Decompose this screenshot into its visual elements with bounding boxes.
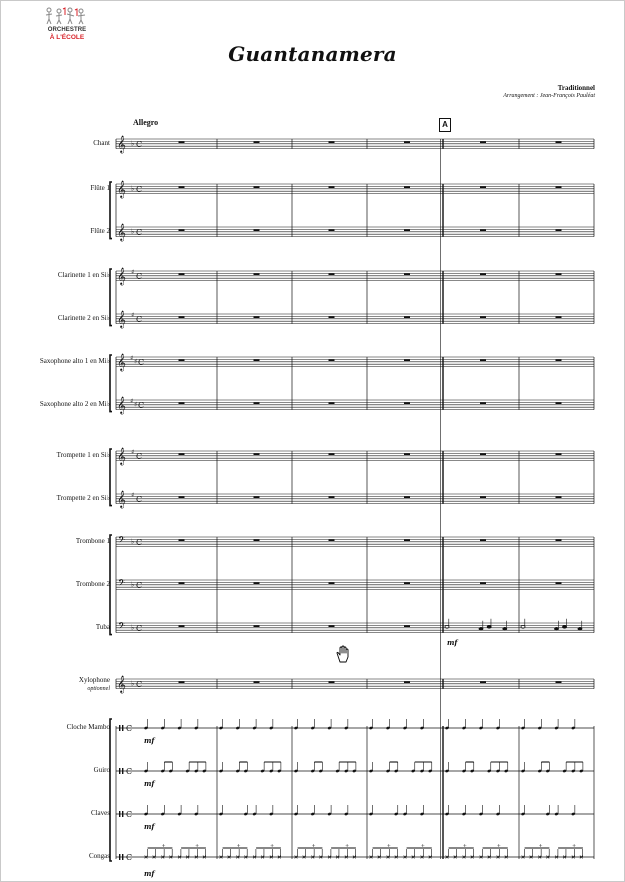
measure-6 bbox=[522, 843, 583, 858]
time-signature: C bbox=[136, 451, 143, 461]
measure-2 bbox=[254, 186, 260, 188]
note bbox=[503, 627, 507, 630]
whole-rest bbox=[404, 496, 410, 498]
bass-clef-icon: 𝄢 bbox=[118, 534, 126, 548]
measure-5 bbox=[480, 402, 486, 404]
measure-5 bbox=[480, 229, 486, 231]
note bbox=[479, 627, 483, 630]
measure-2 bbox=[254, 496, 260, 498]
time-signature: C bbox=[126, 767, 133, 776]
measure-1 bbox=[179, 186, 185, 188]
flat-icon: ♭ bbox=[131, 623, 135, 632]
staff-15 bbox=[116, 805, 594, 819]
sharp-icon: ♯ bbox=[131, 448, 135, 456]
whole-rest bbox=[404, 453, 410, 455]
whole-rest bbox=[556, 681, 562, 683]
whole-rest bbox=[254, 625, 260, 627]
measure-2 bbox=[254, 229, 260, 231]
instrument-label: Flûte 1 bbox=[90, 183, 110, 192]
open-mark: + bbox=[195, 843, 200, 849]
measure-1 bbox=[179, 681, 185, 683]
sharp-icon: ♯ bbox=[131, 311, 135, 319]
instrument-label: Guiro bbox=[93, 766, 110, 774]
logo-text-orchestre: ORCHESTRE bbox=[47, 27, 87, 33]
measure-5 bbox=[445, 619, 507, 630]
instrument-label: Trompette 2 en Si♭ bbox=[56, 493, 110, 502]
staff-14 bbox=[116, 762, 594, 776]
measure-4 bbox=[370, 843, 432, 858]
time-signature: C bbox=[136, 623, 143, 633]
logo-text-a-l-ecole: À L'ÉCOLE bbox=[49, 34, 85, 41]
percussion-clef-icon bbox=[122, 854, 123, 860]
instrument-sublabel: optionnel bbox=[87, 685, 110, 692]
measure-5 bbox=[480, 359, 486, 361]
time-signature: C bbox=[136, 580, 143, 590]
measure-1 bbox=[179, 625, 185, 627]
measure-6 bbox=[556, 539, 562, 541]
measure-1 bbox=[179, 496, 185, 498]
instrument-label: Saxophone alto 1 en Mi♭ bbox=[39, 356, 110, 365]
measure-4 bbox=[404, 359, 410, 361]
measure-6 bbox=[521, 619, 582, 630]
percussion-clef-icon bbox=[119, 768, 120, 774]
whole-rest bbox=[404, 141, 410, 143]
group-bracket bbox=[110, 182, 112, 239]
whole-rest bbox=[329, 141, 335, 143]
measure-1 bbox=[179, 453, 185, 455]
measure-6 bbox=[556, 582, 562, 584]
whole-rest bbox=[179, 681, 185, 683]
whole-rest bbox=[480, 582, 486, 584]
note bbox=[578, 627, 582, 630]
measure-1 bbox=[179, 229, 185, 231]
whole-rest bbox=[179, 273, 185, 275]
whole-rest bbox=[329, 625, 335, 627]
whole-rest bbox=[179, 316, 185, 318]
whole-rest bbox=[179, 402, 185, 404]
staff-7 bbox=[116, 447, 594, 465]
whole-rest bbox=[254, 273, 260, 275]
sharp-icon: ♯ bbox=[134, 400, 138, 409]
hand-cursor-icon bbox=[335, 645, 351, 668]
instrument-label: Chant bbox=[93, 138, 110, 147]
treble-clef-icon: 𝄞 bbox=[117, 310, 126, 328]
open-mark: + bbox=[311, 843, 316, 849]
instrument-label: Clarinette 1 en Si♭ bbox=[57, 270, 110, 279]
whole-rest bbox=[254, 453, 260, 455]
time-signature: C bbox=[136, 537, 143, 547]
whole-rest bbox=[179, 582, 185, 584]
whole-rest bbox=[556, 141, 562, 143]
measure-3 bbox=[329, 582, 335, 584]
whole-rest bbox=[480, 453, 486, 455]
measure-4 bbox=[404, 229, 410, 231]
whole-rest bbox=[329, 186, 335, 188]
time-signature: C bbox=[136, 314, 143, 324]
measure-3 bbox=[295, 843, 356, 858]
instrument-label: Tuba bbox=[95, 622, 110, 631]
treble-clef-icon: 𝄞 bbox=[117, 267, 126, 285]
whole-rest bbox=[329, 496, 335, 498]
group-bracket bbox=[110, 355, 112, 412]
group-bracket bbox=[110, 719, 112, 861]
measure-3 bbox=[329, 229, 335, 231]
time-signature: C bbox=[136, 184, 143, 194]
measure-2 bbox=[254, 141, 260, 143]
measure-5 bbox=[480, 681, 486, 683]
open-mark: + bbox=[161, 843, 166, 849]
whole-rest bbox=[329, 453, 335, 455]
group-bracket bbox=[110, 535, 112, 635]
measure-5 bbox=[480, 582, 486, 584]
bass-clef-icon: 𝄢 bbox=[118, 577, 126, 591]
staff-2 bbox=[116, 223, 594, 241]
staff-6 bbox=[116, 396, 594, 414]
time-signature: C bbox=[138, 400, 145, 410]
time-signature: C bbox=[126, 810, 133, 819]
measure-5 bbox=[480, 186, 486, 188]
measure-6 bbox=[556, 273, 562, 275]
whole-rest bbox=[404, 582, 410, 584]
measure-5 bbox=[446, 843, 508, 858]
whole-rest bbox=[480, 681, 486, 683]
dynamic-mf: mf bbox=[144, 779, 155, 788]
whole-rest bbox=[556, 496, 562, 498]
percussion-clef-icon bbox=[119, 854, 120, 860]
whole-rest bbox=[254, 359, 260, 361]
sharp-icon: ♯ bbox=[131, 491, 135, 499]
instrument-label: Claves bbox=[90, 809, 110, 817]
open-mark: + bbox=[538, 843, 543, 849]
arranger-credit: Arrangement : Jean-François Pauléat bbox=[503, 93, 595, 99]
measure-2 bbox=[254, 681, 260, 683]
treble-clef-icon: 𝄞 bbox=[117, 675, 126, 693]
measure-1 bbox=[179, 359, 185, 361]
measure-5 bbox=[480, 141, 486, 143]
time-signature: C bbox=[136, 227, 143, 237]
time-signature: C bbox=[126, 724, 133, 733]
whole-rest bbox=[480, 229, 486, 231]
measure-6 bbox=[556, 453, 562, 455]
whole-rest bbox=[556, 273, 562, 275]
staff-11 bbox=[116, 619, 594, 634]
whole-rest bbox=[329, 273, 335, 275]
composer-credit: Traditionnel bbox=[557, 84, 595, 92]
group-bracket bbox=[110, 269, 112, 326]
dynamic-mf: mf bbox=[144, 822, 155, 831]
measure-2 bbox=[220, 843, 281, 858]
whole-rest bbox=[556, 316, 562, 318]
whole-rest bbox=[404, 359, 410, 361]
percussion-clef-icon bbox=[119, 811, 120, 817]
whole-rest bbox=[404, 273, 410, 275]
measure-1 bbox=[145, 843, 206, 858]
instrument-label: Flûte 2 bbox=[90, 226, 110, 235]
whole-rest bbox=[329, 359, 335, 361]
whole-rest bbox=[480, 402, 486, 404]
flat-icon: ♭ bbox=[131, 679, 135, 688]
measure-6 bbox=[556, 316, 562, 318]
note bbox=[563, 625, 567, 628]
sharp-icon: ♯ bbox=[134, 357, 138, 366]
staff-3 bbox=[116, 267, 594, 285]
whole-rest bbox=[329, 316, 335, 318]
staff-1 bbox=[116, 180, 594, 198]
treble-clef-icon: 𝄞 bbox=[117, 447, 126, 465]
whole-rest bbox=[254, 496, 260, 498]
open-mark: + bbox=[386, 843, 392, 849]
time-signature: C bbox=[136, 139, 143, 149]
measure-2 bbox=[254, 625, 260, 627]
whole-rest bbox=[404, 316, 410, 318]
bass-clef-icon: 𝄢 bbox=[118, 620, 126, 634]
measure-6 bbox=[556, 496, 562, 498]
instrument-label: Cloche Mambo bbox=[66, 723, 110, 731]
flat-icon: ♭ bbox=[131, 537, 135, 546]
open-mark: + bbox=[236, 843, 241, 849]
staff-12 bbox=[116, 675, 594, 693]
dynamic-mf: mf bbox=[447, 637, 458, 647]
measure-4 bbox=[404, 496, 410, 498]
sharp-icon: ♯ bbox=[131, 268, 135, 276]
measure-2 bbox=[254, 359, 260, 361]
whole-rest bbox=[404, 539, 410, 541]
instrument-label: Trompette 1 en Si♭ bbox=[56, 450, 110, 459]
whole-rest bbox=[329, 681, 335, 683]
open-mark: + bbox=[270, 843, 275, 849]
measure-3 bbox=[329, 141, 335, 143]
instrument-label: Saxophone alto 2 en Mi♭ bbox=[39, 399, 110, 408]
whole-rest bbox=[556, 539, 562, 541]
measure-4 bbox=[404, 582, 410, 584]
measure-4 bbox=[404, 186, 410, 188]
measure-1 bbox=[179, 539, 185, 541]
time-signature: C bbox=[136, 271, 143, 281]
measure-3 bbox=[329, 453, 335, 455]
measure-5 bbox=[480, 273, 486, 275]
whole-rest bbox=[480, 539, 486, 541]
instrument-label: Trombone 2 bbox=[75, 579, 110, 588]
measure-4 bbox=[404, 681, 410, 683]
whole-rest bbox=[254, 141, 260, 143]
note bbox=[487, 625, 491, 628]
measure-3 bbox=[329, 359, 335, 361]
flat-icon: ♭ bbox=[131, 580, 135, 589]
measure-4 bbox=[404, 539, 410, 541]
measure-1 bbox=[179, 402, 185, 404]
measure-4 bbox=[404, 316, 410, 318]
whole-rest bbox=[556, 186, 562, 188]
measure-6 bbox=[556, 141, 562, 143]
instrument-label: Congas bbox=[89, 852, 110, 860]
whole-rest bbox=[556, 402, 562, 404]
treble-clef-icon: 𝄞 bbox=[117, 180, 126, 198]
whole-rest bbox=[556, 453, 562, 455]
flat-icon: ♭ bbox=[131, 227, 135, 236]
staff-5 bbox=[116, 353, 594, 371]
time-signature: C bbox=[138, 357, 145, 367]
measure-3 bbox=[329, 681, 335, 683]
staff-9 bbox=[116, 535, 594, 548]
whole-rest bbox=[179, 229, 185, 231]
tempo-marking: Allegro bbox=[133, 118, 159, 127]
measure-1 bbox=[179, 316, 185, 318]
whole-rest bbox=[480, 359, 486, 361]
whole-rest bbox=[556, 582, 562, 584]
whole-rest bbox=[254, 539, 260, 541]
staff-13 bbox=[116, 719, 594, 733]
whole-rest bbox=[179, 539, 185, 541]
whole-rest bbox=[480, 186, 486, 188]
staff-8 bbox=[116, 490, 594, 508]
percussion-clef-icon bbox=[122, 725, 123, 731]
whole-rest bbox=[254, 316, 260, 318]
measure-3 bbox=[329, 316, 335, 318]
measure-3 bbox=[329, 625, 335, 627]
staff-10 bbox=[116, 578, 594, 591]
measure-3 bbox=[329, 539, 335, 541]
whole-rest bbox=[179, 453, 185, 455]
rehearsal-mark: A bbox=[439, 118, 451, 132]
whole-rest bbox=[179, 186, 185, 188]
whole-rest bbox=[329, 402, 335, 404]
measure-3 bbox=[329, 402, 335, 404]
treble-clef-icon: 𝄞 bbox=[117, 396, 126, 414]
measure-2 bbox=[254, 539, 260, 541]
open-mark: + bbox=[462, 843, 468, 849]
measure-4 bbox=[404, 402, 410, 404]
treble-clef-icon: 𝄞 bbox=[117, 353, 126, 371]
measure-3 bbox=[329, 496, 335, 498]
whole-rest bbox=[480, 141, 486, 143]
treble-clef-icon: 𝄞 bbox=[117, 223, 126, 241]
whole-rest bbox=[179, 359, 185, 361]
whole-rest bbox=[480, 273, 486, 275]
measure-6 bbox=[556, 359, 562, 361]
score-title: Guantanamera bbox=[228, 42, 397, 66]
instrument-label: Clarinette 2 en Si♭ bbox=[57, 313, 110, 322]
whole-rest bbox=[404, 229, 410, 231]
instrument-label: Trombone 1 bbox=[75, 536, 110, 545]
measure-4 bbox=[404, 453, 410, 455]
treble-clef-icon: 𝄞 bbox=[117, 490, 126, 508]
measure-2 bbox=[254, 402, 260, 404]
sharp-icon: ♯ bbox=[130, 397, 134, 405]
measure-2 bbox=[254, 273, 260, 275]
measure-2 bbox=[254, 316, 260, 318]
whole-rest bbox=[480, 316, 486, 318]
open-mark: + bbox=[420, 843, 426, 849]
measure-5 bbox=[480, 539, 486, 541]
note bbox=[555, 627, 559, 630]
group-bracket bbox=[110, 449, 112, 506]
whole-rest bbox=[556, 359, 562, 361]
whole-rest bbox=[254, 681, 260, 683]
instrument-label: Xylophone bbox=[78, 675, 110, 684]
measure-2 bbox=[254, 582, 260, 584]
dynamic-mf: mf bbox=[144, 736, 155, 745]
whole-rest bbox=[179, 625, 185, 627]
measure-6 bbox=[556, 402, 562, 404]
measure-4 bbox=[404, 273, 410, 275]
whole-rest bbox=[254, 582, 260, 584]
sharp-icon: ♯ bbox=[130, 354, 134, 362]
measure-1 bbox=[179, 582, 185, 584]
staff-16 bbox=[116, 843, 594, 862]
whole-rest bbox=[556, 229, 562, 231]
measure-4 bbox=[404, 625, 410, 627]
open-mark: + bbox=[345, 843, 350, 849]
measure-2 bbox=[254, 453, 260, 455]
measure-4 bbox=[404, 141, 410, 143]
whole-rest bbox=[329, 229, 335, 231]
whole-rest bbox=[254, 186, 260, 188]
whole-rest bbox=[404, 402, 410, 404]
whole-rest bbox=[404, 186, 410, 188]
time-signature: C bbox=[126, 853, 133, 862]
dynamic-mf: mf bbox=[144, 869, 155, 878]
staff-0 bbox=[116, 135, 594, 153]
measure-6 bbox=[556, 186, 562, 188]
whole-rest bbox=[179, 141, 185, 143]
whole-rest bbox=[254, 229, 260, 231]
whole-rest bbox=[480, 496, 486, 498]
measure-6 bbox=[556, 681, 562, 683]
measure-5 bbox=[480, 496, 486, 498]
staff-4 bbox=[116, 310, 594, 328]
measure-3 bbox=[329, 186, 335, 188]
percussion-clef-icon bbox=[122, 768, 123, 774]
whole-rest bbox=[179, 496, 185, 498]
measure-6 bbox=[556, 229, 562, 231]
percussion-clef-icon bbox=[122, 811, 123, 817]
measure-3 bbox=[329, 273, 335, 275]
measure-5 bbox=[480, 316, 486, 318]
measure-1 bbox=[179, 273, 185, 275]
open-mark: + bbox=[572, 843, 577, 849]
whole-rest bbox=[254, 402, 260, 404]
measure-5 bbox=[480, 453, 486, 455]
percussion-clef-icon bbox=[119, 725, 120, 731]
open-mark: + bbox=[496, 843, 502, 849]
whole-rest bbox=[329, 582, 335, 584]
measure-1 bbox=[179, 141, 185, 143]
whole-rest bbox=[404, 681, 410, 683]
treble-clef-icon: 𝄞 bbox=[117, 135, 126, 153]
time-signature: C bbox=[136, 494, 143, 504]
flat-icon: ♭ bbox=[131, 139, 135, 148]
whole-rest bbox=[329, 539, 335, 541]
flat-icon: ♭ bbox=[131, 184, 135, 193]
time-signature: C bbox=[136, 679, 143, 689]
whole-rest bbox=[404, 625, 410, 627]
